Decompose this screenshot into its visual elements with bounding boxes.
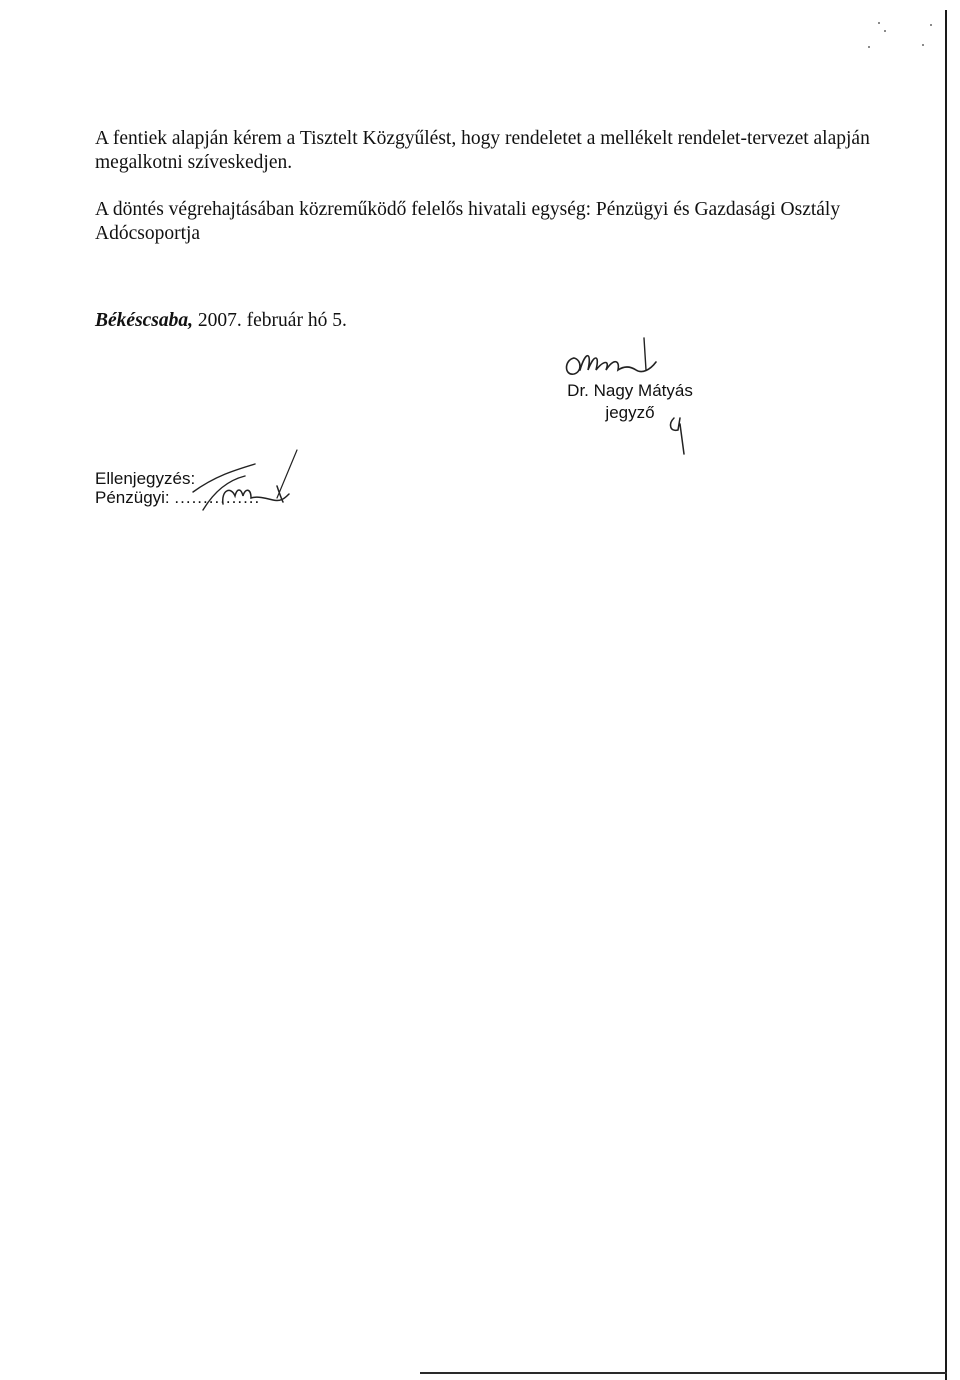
signer-title: jegyző	[605, 403, 655, 422]
scan-speck	[922, 44, 924, 46]
place-date-line	[95, 309, 347, 333]
place-name: Békéscsaba,	[95, 310, 194, 331]
signer-initial	[670, 410, 710, 460]
document-date: 2007. február hó 5.	[197, 310, 347, 331]
request-paragraph: A fentiek alapján kérem a Tisztelt Közgyűlést, hogy rendeletet a mellékelt rendelet-tervezet alapján megalkotni szíveskedjen.	[95, 128, 870, 173]
countersign-heading: Ellenjegyzés:	[95, 469, 196, 488]
scan-speck	[930, 24, 932, 26]
scan-speck	[884, 30, 886, 32]
scan-edge-bottom	[420, 1372, 947, 1374]
signer-name: Dr. Nagy Mátyás	[567, 381, 693, 400]
responsible-unit-paragraph: A döntés végrehajtásában közreműködő felelős hivatali egység: Pénzügyi és Gazdasági Osztály Adócsoportja	[95, 199, 841, 244]
scan-speck	[878, 22, 880, 24]
countersign-label: Pénzügyi:	[95, 488, 170, 507]
countersign-dots: ...............	[174, 488, 261, 507]
scan-speck	[868, 46, 870, 48]
countersign-signature	[185, 440, 315, 520]
scan-edge-right	[945, 10, 947, 1380]
